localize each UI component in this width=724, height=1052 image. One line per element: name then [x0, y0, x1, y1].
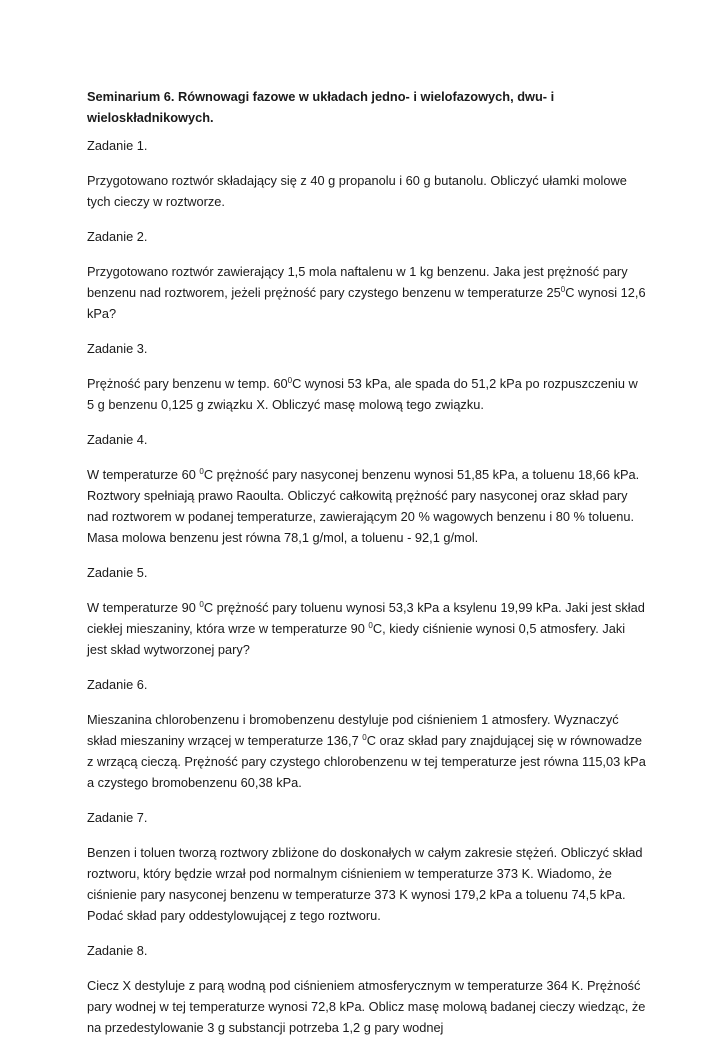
task-4-text-part-b: C prężność pary nasyconej benzenu wynosi 51,85 kPa, a toluenu 18,66 kPa. Roztwory spełniają prawo Raoulta. Obliczyć całkowitą prężność pary nasyconej oraz skład pary nad roztworem w podanej temperaturze, zawierającym 20 % wagowych benzenu i 80 % toluenu. Masa molowa benzenu jest równa 78,1 g/mol, a toluenu - 92,1 g/mol.: [87, 467, 640, 545]
task-3-text-part-b: C wynosi 53 kPa, ale spada do 51,2 kPa po rozpuszczeniu w 5 g benzenu 0,125 g związku X. Obliczyć masę molową tego związku.: [87, 376, 638, 412]
degree-superscript: 0: [199, 467, 204, 476]
task-7-text: Benzen i toluen tworzą roztwory zbliżone do doskonałych w całym zakresie stężeń. Obliczyć skład roztworu, który będzie wrzał pod normalnym ciśnieniem w temperaturze 373 K. Wiadomo, że ciśnienie pary nasyconej benzenu w temperaturze 373 K wynosi 179,2 kPa a toluenu 74,5 kPa. Podać skład pary oddestylowującej z tego roztworu.: [87, 845, 643, 923]
degree-superscript: 0: [368, 621, 373, 630]
task-4-text: [87, 464, 647, 548]
degree-superscript: 0: [199, 600, 204, 609]
task-6-heading: Zadanie 6.: [87, 677, 148, 692]
task-6-text-part-b: C oraz skład pary znajdującej się w równowadze z wrzącą cieczą. Prężność pary czystego chlorobenzenu w tej temperaturze jest równa 115,03 kPa a czystego bromobenzenu 60,38 kPa.: [87, 733, 646, 790]
task-6-text-part-a: Mieszanina chlorobenzenu i bromobenzenu destyluje pod ciśnieniem 1 atmosfery. Wyznaczyć skład mieszaniny wrzącej w temperaturze 136,7: [87, 712, 619, 748]
task-1-text: Przygotowano roztwór składający się z 40 g propanolu i 60 g butanolu. Obliczyć ułamki molowe tych cieczy w roztworze.: [87, 173, 627, 209]
task-3-text: [87, 373, 647, 415]
task-3-heading: Zadanie 3.: [87, 341, 148, 356]
task-3-text-part-a: Prężność pary benzenu w temp. 60: [87, 376, 288, 391]
task-7-heading: Zadanie 7.: [87, 810, 148, 825]
degree-superscript: 0: [362, 733, 367, 742]
task-5-heading: Zadanie 5.: [87, 565, 148, 580]
task-4-heading: Zadanie 4.: [87, 432, 148, 447]
task-5-text-part-b: C prężność pary toluenu wynosi 53,3 kPa a ksylenu 19,99 kPa. Jaki jest skład ciekłej mieszaniny, która wrze w temperaturze 90: [87, 600, 645, 636]
task-8-text: Ciecz X destyluje z parą wodną pod ciśnieniem atmosferycznym w temperaturze 364 K. Prężność pary wodnej w tej temperaturze wynosi 72,8 kPa. Oblicz masę molową badanej cieczy wiedząc, że na przedestylowanie 3 g substancji potrzeba 1,2 g pary wodnej: [87, 978, 646, 1035]
task-2-text-part-b: C wynosi 12,6 kPa?: [87, 285, 646, 321]
task-5-text-part-c: C, kiedy ciśnienie wynosi 0,5 atmosfery. Jaki jest skład wytworzonej pary?: [87, 621, 626, 657]
task-2-text-part-a: Przygotowano roztwór zawierający 1,5 mola naftalenu w 1 kg benzenu. Jaka jest prężność pary benzenu nad roztworem, jeżeli prężność pary czystego benzenu w temperaturze 25: [87, 264, 628, 300]
degree-superscript: 0: [560, 285, 566, 294]
document-page: [87, 86, 647, 1052]
task-5-text: [87, 597, 647, 660]
task-5-text-part-a: W temperaturze 90: [87, 600, 200, 615]
task-1-heading: Zadanie 1.: [87, 138, 148, 153]
document-title: Seminarium 6. Równowagi fazowe w układach jedno- i wielofazowych, dwu- i wieloskładnikowych.: [87, 89, 555, 125]
task-8-heading: Zadanie 8.: [87, 943, 148, 958]
task-2-heading: Zadanie 2.: [87, 229, 148, 244]
degree-superscript: 0: [287, 376, 293, 385]
task-2-text: [87, 261, 647, 324]
task-6-text: [87, 709, 647, 793]
task-4-text-part-a: W temperaturze 60: [87, 467, 200, 482]
